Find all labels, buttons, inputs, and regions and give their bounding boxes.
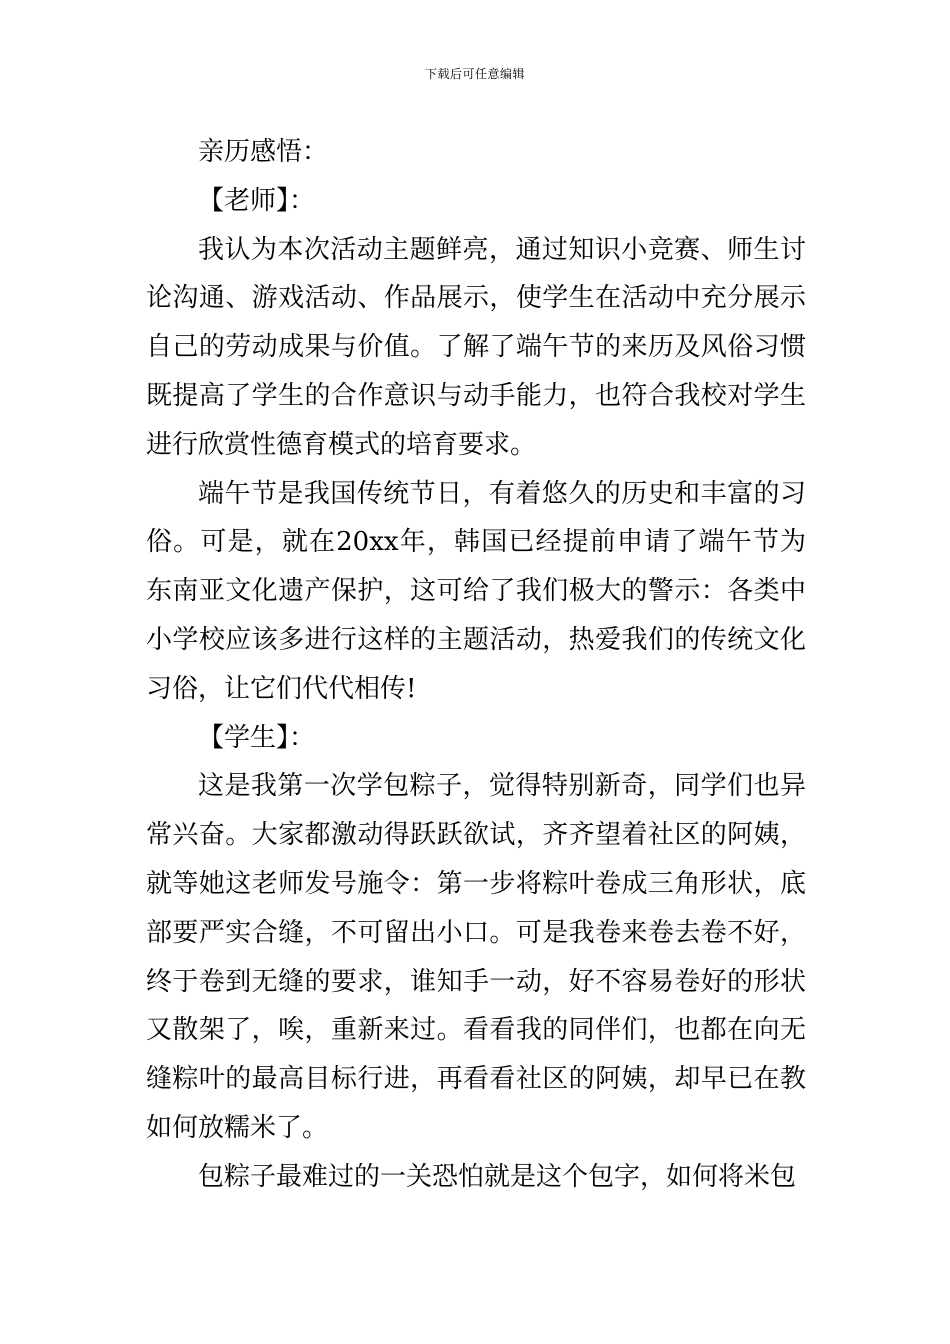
section-heading-reflection: 亲历感悟：: [198, 137, 329, 167]
paragraph-teacher-1: 我认为本次活动主题鲜亮，通过知识小竞赛、师生讨论沟通、游戏活动、作品展示，使学生在活动中充分展示自己的劳动成果与价值。了解了端午节的来历及风俗习惯既提高了学生的合作意识与动手能力，也符合我校对学生进行欣赏性德育模式的培育要求。: [146, 234, 806, 460]
section-heading-teacher: 【老师】：: [198, 185, 316, 216]
document-body: [146, 128, 806, 1202]
section-heading-student: 【学生】：: [198, 722, 316, 753]
paragraph-student-1: 这是我第一次学包粽子，觉得特别新奇，同学们也异常兴奋。大家都激动得跃跃欲试，齐齐望着社区的阿姨，就等她这老师发号施令：第一步将粽叶卷成三角形状，底部要严实合缝，不可留出小口。可是我卷来卷去卷不好，终于卷到无缝的要求，谁知手一动，好不容易卷好的形状又散架了，唉，重新来过。看看我的同伴们，也都在向无缝粽叶的最高目标行进，再看看社区的阿姨，却早已在教如何放糯米了。: [146, 771, 806, 1143]
header-note: 下载后可任意编辑: [424, 67, 525, 81]
paragraph-teacher-2: 端午节是我国传统节日，有着悠久的历史和丰富的习俗。可是，就在20xx年，韩国已经提前申请了端午节为东南亚文化遗产保护，这可给了我们极大的警示：各类中小学校应该多进行这样的主题活动，热爱我们的传统文化习俗，让它们代代相传!: [146, 478, 806, 704]
paragraph-student-2: 包粽子最难过的一关恐怕就是这个包字，如何将米包: [198, 1161, 797, 1192]
